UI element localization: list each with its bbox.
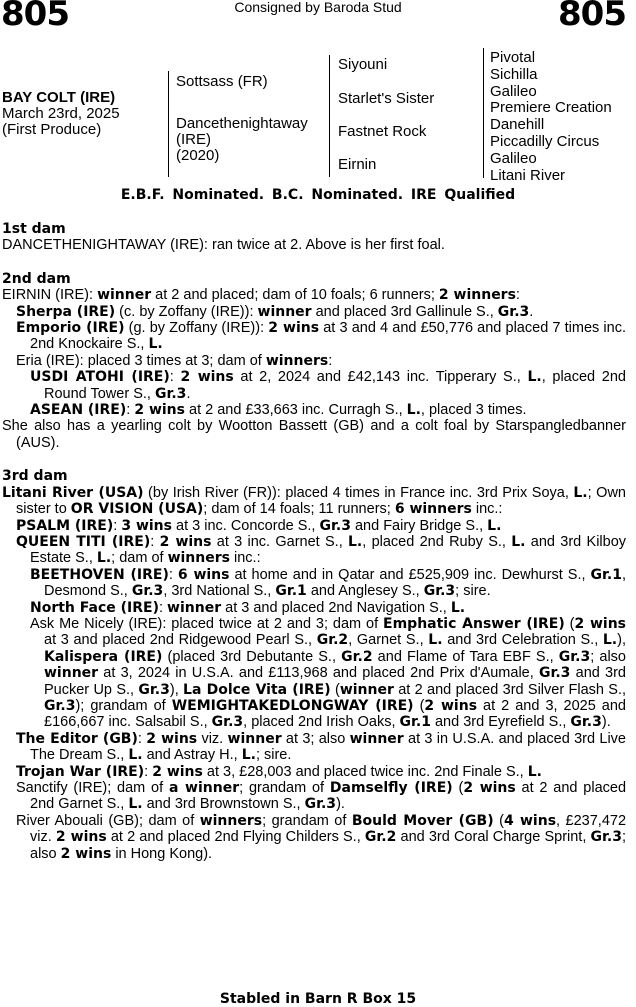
produce-entry: PSALM (IRE): 3 wins at 3 inc. Concorde S., Gr.3 and Fairy Bridge S., L. (16, 517, 502, 534)
produce-entry: Trojan War (IRE): 2 wins at 3, £28,003 and placed twice inc. 2nd Finale S., L. (16, 763, 542, 780)
pedigree-dam-sire: Fastnet Rock (338, 123, 427, 140)
produce-note: (First Produce) (2, 121, 102, 138)
second-dam-heading: 2nd dam (2, 270, 71, 287)
stabling-info: Stabled in Barn R Box 15 (219, 991, 417, 1007)
third-dam-text: Litani River (USA) (by Irish River (FR)): placed 4 times in France inc. 3rd Prix Soya, L.; Own sister to OR VISION (USA); dam of 14 foals; 11 runners; 6 winners inc.: (2, 484, 626, 518)
pedigree-divider (168, 71, 169, 177)
produce-entry: QUEEN TITI (IRE): 2 wins at 3 inc. Garnet S., L., placed 2nd Ruby S., L. and 3rd Kilboy Estate S., L.; dam of winners inc.: (16, 533, 627, 567)
first-dam-text: DANCETHENIGHTAWAY (IRE): ran twice at 2. Above is her first foal. (2, 237, 445, 254)
lot-number-left: 805 (1, 0, 69, 34)
pedigree-divider (329, 55, 330, 177)
lot-number-right: 805 (558, 0, 626, 34)
first-dam-heading: 1st dam (2, 221, 66, 237)
catalogue-page-body (2, 221, 626, 862)
produce-entry: ASEAN (IRE): 2 wins at 2 and £33,663 inc. Curragh S., L., placed 3 times. (30, 402, 527, 419)
nomination-status: E.B.F. Nominated. B.C. Nominated. IRE Qualified (120, 187, 516, 203)
pedigree-granddam: Starlet's Sister (338, 90, 435, 107)
produce-entry: Eria (IRE): placed 3 times at 3; dam of winners: (16, 352, 333, 369)
produce-entry: River Abouali (GB); dam of winners; grandam of Bould Mover (GB) (4 wins, £237,472 viz. 2 wins at 2 and placed 2nd Flying Childers S., Gr.2 and 3rd Coral Charge Sprint, Gr.3; also 2 wins in Hong Kong). (16, 812, 627, 862)
second-dam-text: EIRNIN (IRE): winner at 2 and placed; dam of 10 foals; 6 runners; 2 winners: (2, 287, 520, 304)
pedigree-divider (483, 48, 484, 178)
horse-info (2, 90, 120, 138)
pedigree-grandsire: Siyouni (338, 56, 388, 73)
produce-entry: The Editor (GB): 2 wins viz. winner at 3; also winner at 3 in U.S.A. and placed 3rd Live The Dream S., L. and Astray H., L.; sire. (16, 730, 626, 764)
produce-entry: Sanctify (IRE); dam of a winner; grandam of Damselfly (IRE) (2 wins at 2 and placed 2nd Garnet S., L. and 3rd Brownstown S., Gr.3). (16, 780, 627, 813)
pedigree-great-grandparents: Pivotal Sichilla Galileo Premiere Creation Danehill Piccadilly Circus Galileo Litani River (490, 49, 612, 184)
foaling-date: March 23rd, 2025 (2, 105, 120, 122)
produce-entry: BEETHOVEN (IRE): 6 wins at home and in Qatar and £525,909 inc. Dewhurst S., Gr.1, Desmond S., Gr.3, 3rd National S., Gr.1 and Anglesey S., Gr.3; sire. (30, 566, 626, 600)
pedigree-dam-dam: Eirnin (338, 156, 377, 173)
third-dam-heading: 3rd dam (2, 468, 68, 485)
horse-name: BAY COLT (IRE) (2, 89, 116, 106)
produce-entry: Emporio (IRE) (g. by Zoffany (IRE)): 2 wins at 3 and 4 and £50,776 and placed 7 times inc. 2nd Knockaire S., L. (16, 320, 626, 353)
produce-entry: She also has a yearling colt by Wootton Bassett (GB) and a colt foal by Starspangledbanner (AUS). (2, 418, 626, 451)
pedigree-sire: Sottsass (FR) (176, 73, 268, 90)
pedigree-dam: Dancethenightaway (IRE) (2020) (176, 115, 308, 164)
produce-entry: Sherpa (IRE) (c. by Zoffany (IRE)): winner and placed 3rd Gallinule S., Gr.3. (16, 303, 534, 320)
consignor: Consigned by Baroda Stud (234, 0, 402, 15)
produce-entry: Ask Me Nicely (IRE): placed twice at 2 and 3; dam of Emphatic Answer (IRE) (2 wins at 3 and placed 2nd Ridgewood Pearl S., Gr.2, Garnet S., L. and 3rd Celebration S., L.), Kalispera (IRE) (placed 3rd Debutante S., Gr.2 and Flame of Tara EBF S., Gr.3; also winner at 3, 2024 in U.S.A. and £113,968 and placed 2nd Prix d'Aumale, Gr.3 and 3rd Pucker Up S., Gr.3), La Dolce Vita (IRE) (winner at 2 and placed 3rd Silver Flash S., Gr.3); grandam of WEMIGHTAKEDLONGWAY (IRE) (2 wins at 2 and 3, 2025 and £166,667 inc. Salsabil S., Gr.3, placed 2nd Irish Oaks, Gr.1 and 3rd Eyrefield S., Gr.3). (30, 615, 627, 731)
produce-entry: USDI ATOHI (IRE): 2 wins at 2, 2024 and £42,143 inc. Tipperary S., L., placed 2nd Round Tower S., Gr.3. (30, 369, 626, 402)
produce-entry: North Face (IRE): winner at 3 and placed 2nd Navigation S., L. (30, 599, 466, 616)
